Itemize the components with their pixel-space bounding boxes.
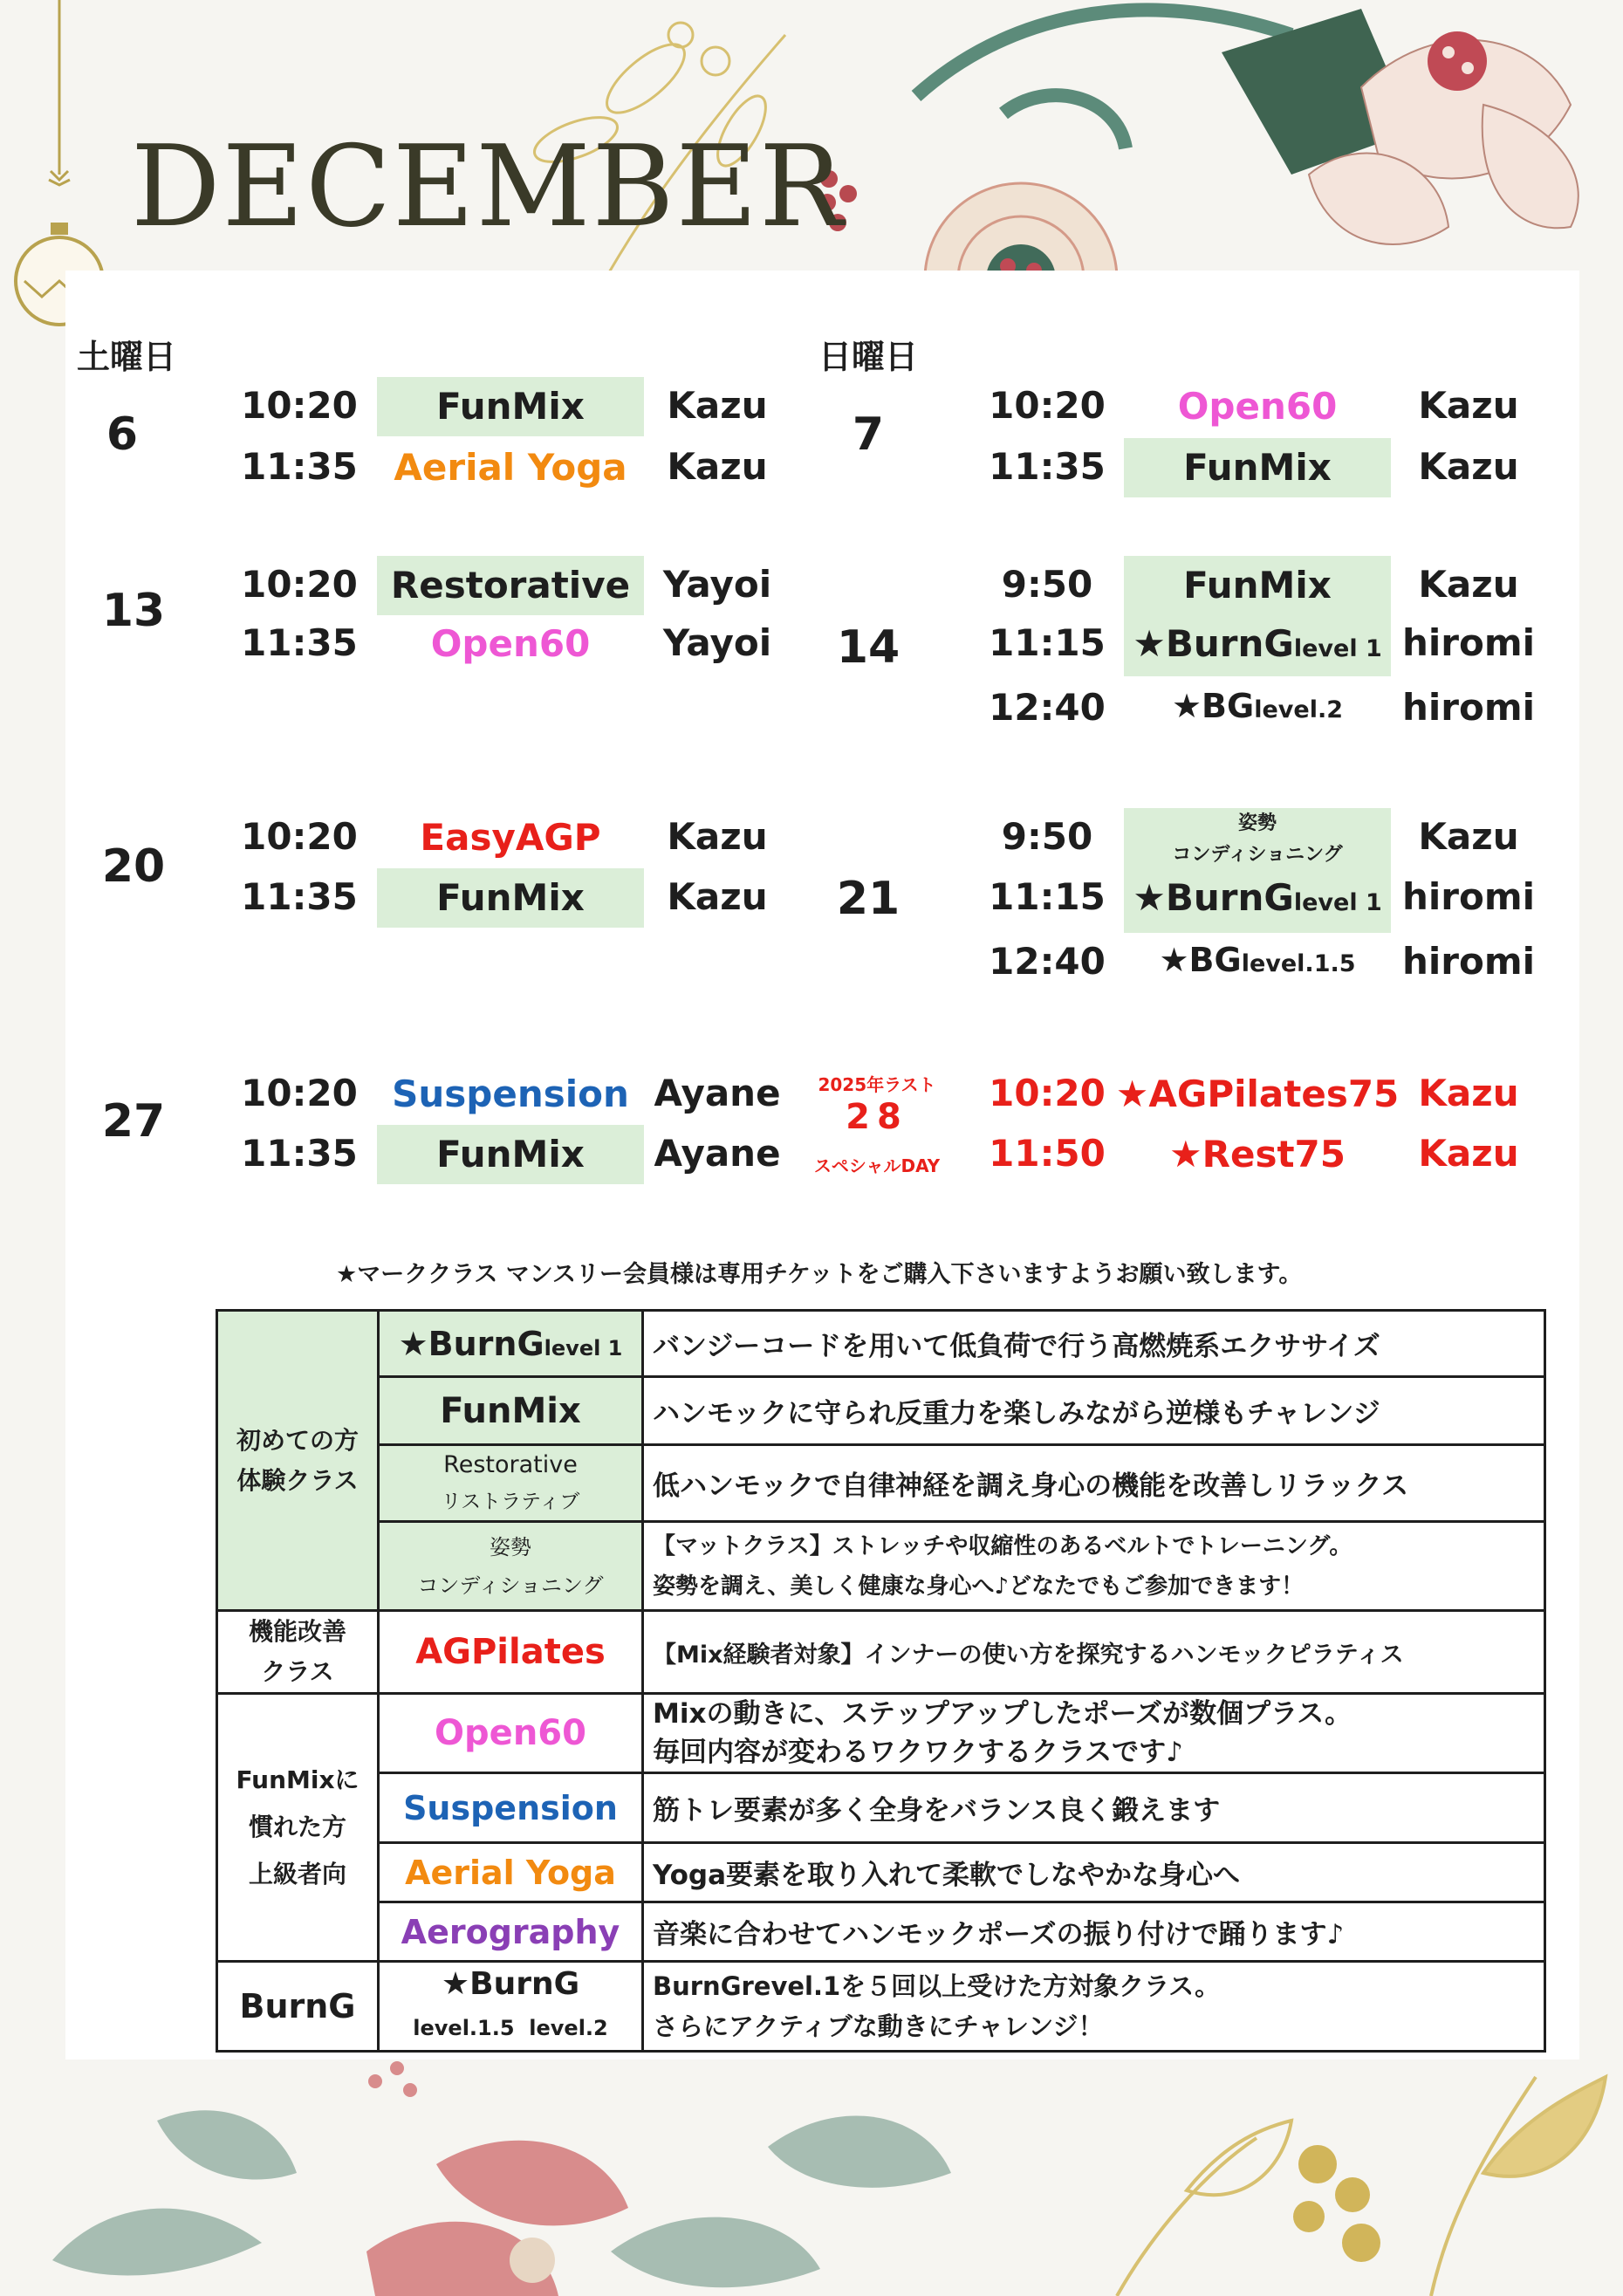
instructor: Ayane	[654, 1132, 781, 1175]
category-line: 慣れた方	[248, 1813, 346, 1841]
class-name-agpilates: AGPilates	[379, 1611, 643, 1694]
table-row	[217, 1773, 1545, 1843]
time: 10:20	[241, 815, 358, 858]
date-7: 7	[852, 408, 885, 461]
class-name-funmix: FunMix	[379, 1377, 643, 1445]
instructor: Kazu	[667, 384, 768, 427]
class-suspension: Suspension	[392, 1073, 629, 1115]
category-line: 体験クラス	[236, 1465, 359, 1495]
desc-line: さらにアクティブな動きにチャレンジ！	[653, 2012, 1104, 2041]
category-line: 初めての方	[236, 1425, 359, 1455]
ticket-note: ★マーククラス マンスリー会員様は専用チケットをご購入下さいますようお願い致します。	[336, 1261, 1303, 1288]
class-agpilates75: ★AGPilates75	[1115, 1073, 1400, 1115]
time: 10:20	[989, 1072, 1106, 1114]
class-open60: Open60	[430, 622, 591, 665]
instructor: hiromi	[1401, 686, 1536, 729]
date-20: 20	[101, 840, 166, 893]
class-funmix: FunMix	[377, 377, 644, 436]
berry-icon	[1293, 2145, 1380, 2262]
class-name-restorative	[379, 1445, 643, 1522]
class-line: 姿勢	[1237, 812, 1277, 834]
date-14: 14	[836, 621, 901, 674]
class-desc	[643, 1694, 1545, 1773]
instructor: Kazu	[1418, 445, 1519, 488]
instructor: Yayoi	[662, 621, 772, 664]
class-desc	[643, 1522, 1545, 1611]
time: 11:15	[989, 875, 1106, 918]
table-row	[217, 1611, 1545, 1694]
instructor: Kazu	[1418, 1132, 1519, 1175]
class-sub: リストラティブ	[441, 1490, 580, 1513]
desc-line: 姿勢を調え、美しく健康な身心へ♪どなたでもご参加できます！	[653, 1573, 1305, 1600]
class-name-posture	[379, 1522, 643, 1611]
instructor: Kazu	[667, 445, 768, 488]
table-row	[217, 1445, 1545, 1522]
class-level: level 1	[544, 1335, 623, 1360]
class-aerial-yoga: Aerial Yoga	[394, 446, 627, 489]
table-row	[217, 1694, 1545, 1773]
class-name-aerial-yoga: Aerial Yoga	[379, 1843, 643, 1902]
sunday-header: 日曜日	[818, 338, 919, 376]
desc-line: 毎回内容が変わるワクワクするクラスです♪	[653, 1737, 1183, 1768]
time: 11:15	[989, 621, 1106, 664]
class-open60: Open60	[1177, 385, 1338, 428]
time: 12:40	[989, 686, 1106, 729]
class-easyagp: EasyAGP	[420, 816, 601, 859]
class-level: level.1.5	[1241, 950, 1356, 977]
instructor: Kazu	[1418, 563, 1519, 606]
class-level: level 1	[1293, 889, 1382, 916]
class-rest75: ★Rest75	[1168, 1133, 1346, 1175]
class-bg-level2	[1124, 676, 1391, 736]
instructor: Kazu	[1418, 815, 1519, 858]
time: 11:35	[989, 445, 1106, 488]
table-row	[217, 1902, 1545, 1962]
category-line: 上級者向	[248, 1860, 346, 1888]
time: 11:35	[241, 1132, 358, 1175]
class-desc: バンジーコードを用いて低負荷で行う高燃焼系エクササイズ	[643, 1311, 1545, 1377]
time: 9:50	[1001, 563, 1093, 606]
table-row	[217, 1311, 1545, 1377]
class-restorative: Restorative	[377, 556, 644, 615]
class-name: ★BurnG	[398, 1324, 544, 1363]
class-name-burng2	[379, 1962, 643, 2052]
desc-line: BurnGrevel.1を５回以上受けた方対象クラス。	[653, 1971, 1221, 2001]
instructor: hiromi	[1401, 875, 1536, 918]
instructor: Ayane	[654, 1072, 781, 1114]
special-label-top: 2025年ラスト	[818, 1074, 936, 1095]
class-desc: ハンモックに守られ反重力を楽しみながら逆様もチャレンジ	[643, 1377, 1545, 1445]
category-burng: BurnG	[217, 1962, 379, 2052]
date-13: 13	[101, 585, 166, 637]
desc-line: Mixの動きに、ステップアップしたポーズが数個プラス。	[653, 1698, 1352, 1730]
class-desc: 低ハンモックで自律神経を調え身心の機能を改善しリラックス	[643, 1445, 1545, 1522]
class-name-aerography: Aerography	[379, 1902, 643, 1962]
class-desc: 音楽に合わせてハンモックポーズの振り付けで踊ります♪	[643, 1902, 1545, 1962]
class-desc: 【Mix経験者対象】インナーの使い方を探究するハンモックピラティス	[643, 1611, 1545, 1694]
page-title: DECEMBER	[131, 122, 846, 252]
instructor: Kazu	[1418, 384, 1519, 427]
date-6: 6	[106, 408, 139, 461]
category-advanced	[217, 1694, 379, 1962]
class-funmix: FunMix	[1183, 564, 1332, 607]
date-21: 21	[836, 873, 901, 925]
floral-decoration-bottom	[0, 2042, 1623, 2296]
instructor: Kazu	[667, 875, 768, 918]
time: 10:20	[241, 1072, 358, 1114]
class-name: ★BG	[1171, 687, 1255, 725]
date-27: 27	[101, 1095, 166, 1148]
class-level: level.1.5 level.2	[413, 2016, 608, 2040]
category-beginner	[217, 1311, 379, 1611]
class-info-table	[216, 1309, 1546, 2053]
class-name: Restorative	[443, 1450, 578, 1478]
time: 11:50	[989, 1132, 1106, 1175]
class-posture-conditioning	[1124, 808, 1391, 871]
table-row	[217, 1843, 1545, 1902]
category-improve	[217, 1611, 379, 1694]
class-burng-level1	[1124, 614, 1391, 674]
class-line: コンディショニング	[1172, 844, 1343, 866]
time: 10:20	[241, 384, 358, 427]
class-name: ★BurnG	[1133, 622, 1294, 665]
poinsettia-icon	[52, 2061, 951, 2296]
date-28: 28	[846, 1097, 908, 1137]
time: 12:40	[989, 940, 1106, 983]
saturday-header: 土曜日	[77, 338, 177, 376]
time: 11:35	[241, 875, 358, 918]
time: 10:20	[989, 384, 1106, 427]
instructor: Kazu	[1418, 1072, 1519, 1114]
time: 11:35	[241, 621, 358, 664]
class-name-burng1	[379, 1311, 643, 1377]
time: 10:20	[241, 563, 358, 606]
instructor: Yayoi	[662, 563, 772, 606]
class-funmix: FunMix	[377, 868, 644, 928]
class-name: ★BurnG	[441, 1966, 580, 2002]
instructor: hiromi	[1401, 621, 1536, 664]
instructor: hiromi	[1401, 940, 1536, 983]
class-name: 姿勢	[490, 1534, 531, 1559]
class-desc: Yoga要素を取り入れて柔軟でしなやかな身心へ	[643, 1843, 1545, 1902]
class-bg-level15	[1124, 930, 1391, 990]
class-sub: コンディショニング	[417, 1573, 604, 1598]
class-funmix: FunMix	[1124, 438, 1391, 497]
time: 11:35	[241, 445, 358, 488]
table-row	[217, 1522, 1545, 1611]
desc-line: 【マットクラス】ストレッチや収縮性のあるベルトでトレーニング。	[653, 1532, 1352, 1559]
class-name: ★BurnG	[1133, 876, 1294, 919]
special-label-bottom: スペシャルDAY	[813, 1155, 941, 1176]
category-line: クラス	[261, 1657, 334, 1686]
class-name-suspension: Suspension	[379, 1773, 643, 1843]
class-name: ★BG	[1159, 941, 1242, 979]
class-burng-level1	[1124, 868, 1391, 928]
instructor: Kazu	[667, 815, 768, 858]
class-level: level.2	[1254, 696, 1343, 723]
category-line: FunMixに	[236, 1765, 360, 1794]
class-name-open60: Open60	[379, 1694, 643, 1773]
class-funmix: FunMix	[377, 1125, 644, 1184]
table-row	[217, 1962, 1545, 2052]
category-line: 機能改善	[248, 1617, 346, 1646]
class-desc	[643, 1962, 1545, 2052]
time: 9:50	[1001, 815, 1093, 858]
class-desc: 筋トレ要素が多く全身をバランス良く鍛えます	[643, 1773, 1545, 1843]
class-level: level 1	[1293, 635, 1382, 662]
table-row	[217, 1377, 1545, 1445]
